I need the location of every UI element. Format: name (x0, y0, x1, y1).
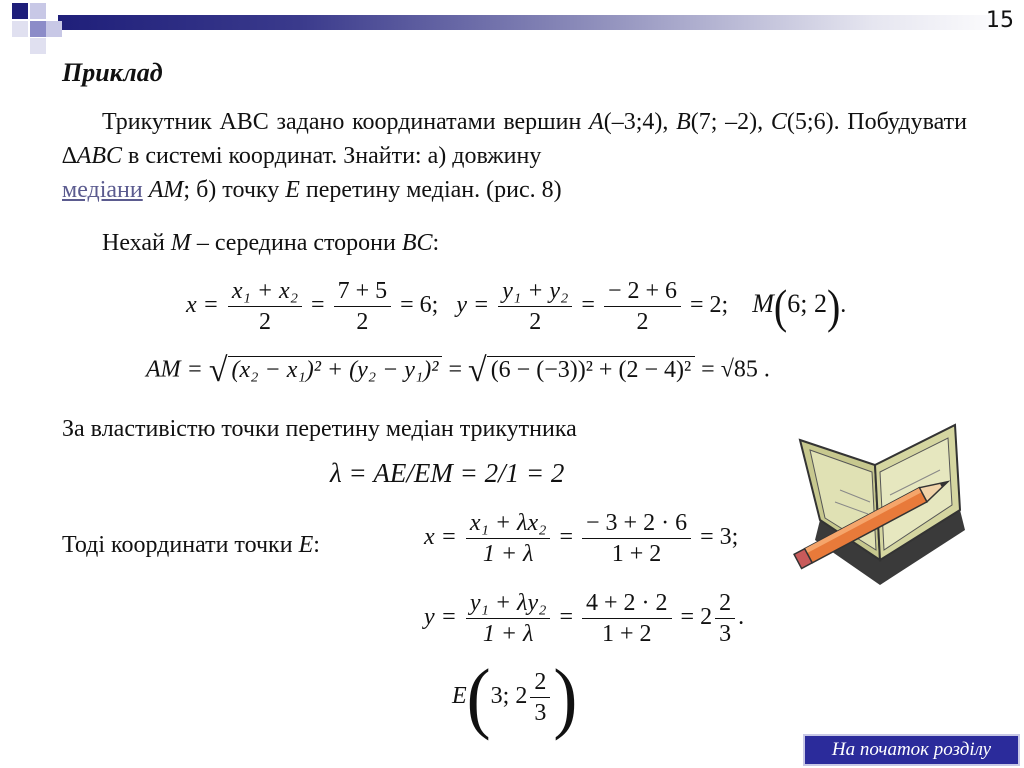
slide-title: Приклад (62, 58, 163, 87)
lambda-formula: λ = AE/EM = 2/1 = 2 (330, 458, 565, 488)
slide-number: 15 (986, 8, 1014, 33)
header-square-2 (30, 3, 46, 19)
problem-statement: Трикутник АВС задано координатами вершин A(–3;4), B(7; –2), C(5;6). Побудувати ∆ABC в системі координат. Знайти: а) довжину медіани AM; б) точку E перетину медіан. (рис. 8) (62, 109, 968, 203)
header-square-3 (30, 21, 46, 37)
centroid-x-formula: x = $\frac{\text{x₁ + λx₂}}{1 + \lambda}$ = $\frac{- 3 + 2 \cdot 6}{1 + 2}$ = 3; (424, 510, 739, 567)
header-square-4 (46, 21, 62, 37)
header-square-5 (12, 21, 28, 37)
centroid-point: E(3; 2 $\frac{2}{3}$ ) (452, 652, 578, 741)
median-link[interactable]: медіани (62, 177, 143, 203)
back-to-section-button[interactable]: На початок розділу (803, 734, 1020, 766)
let-statement: Нехай M – середина сторони BC: (102, 230, 440, 256)
header-square-1 (12, 3, 28, 19)
book-pencil-icon (780, 410, 980, 600)
midpoint-formula: x = $\frac{\text{x₁ + x₂}}{2}$ = $\frac{7 + 5}{2}$ = 6; y = $\frac{\text{y₁ + y₂}}{2}$ = $\frac{- 2 + 6}{2}$ = 2; M(6; 2). (186, 278, 847, 335)
property-statement: За властивістю точки перетину медіан трикутника (62, 416, 577, 442)
am-length-formula: AM = √ (x₂ − x₁)² + (y₂ − y₁)² = √ (6 − (−3))² + (2 − 4)² = √85 . (146, 352, 770, 389)
header-gradient-bar (58, 15, 1018, 30)
centroid-y-formula: y = $\frac{\text{y₁ + λy₂}}{1 + \lambda}$ = $\frac{4 + 2 \cdot 2}{1 + 2}$ = 2 $\frac{2}{3}$ . (424, 590, 745, 647)
centroid-statement: Тоді координати точки E: (62, 532, 320, 558)
header-square-6 (30, 38, 46, 54)
